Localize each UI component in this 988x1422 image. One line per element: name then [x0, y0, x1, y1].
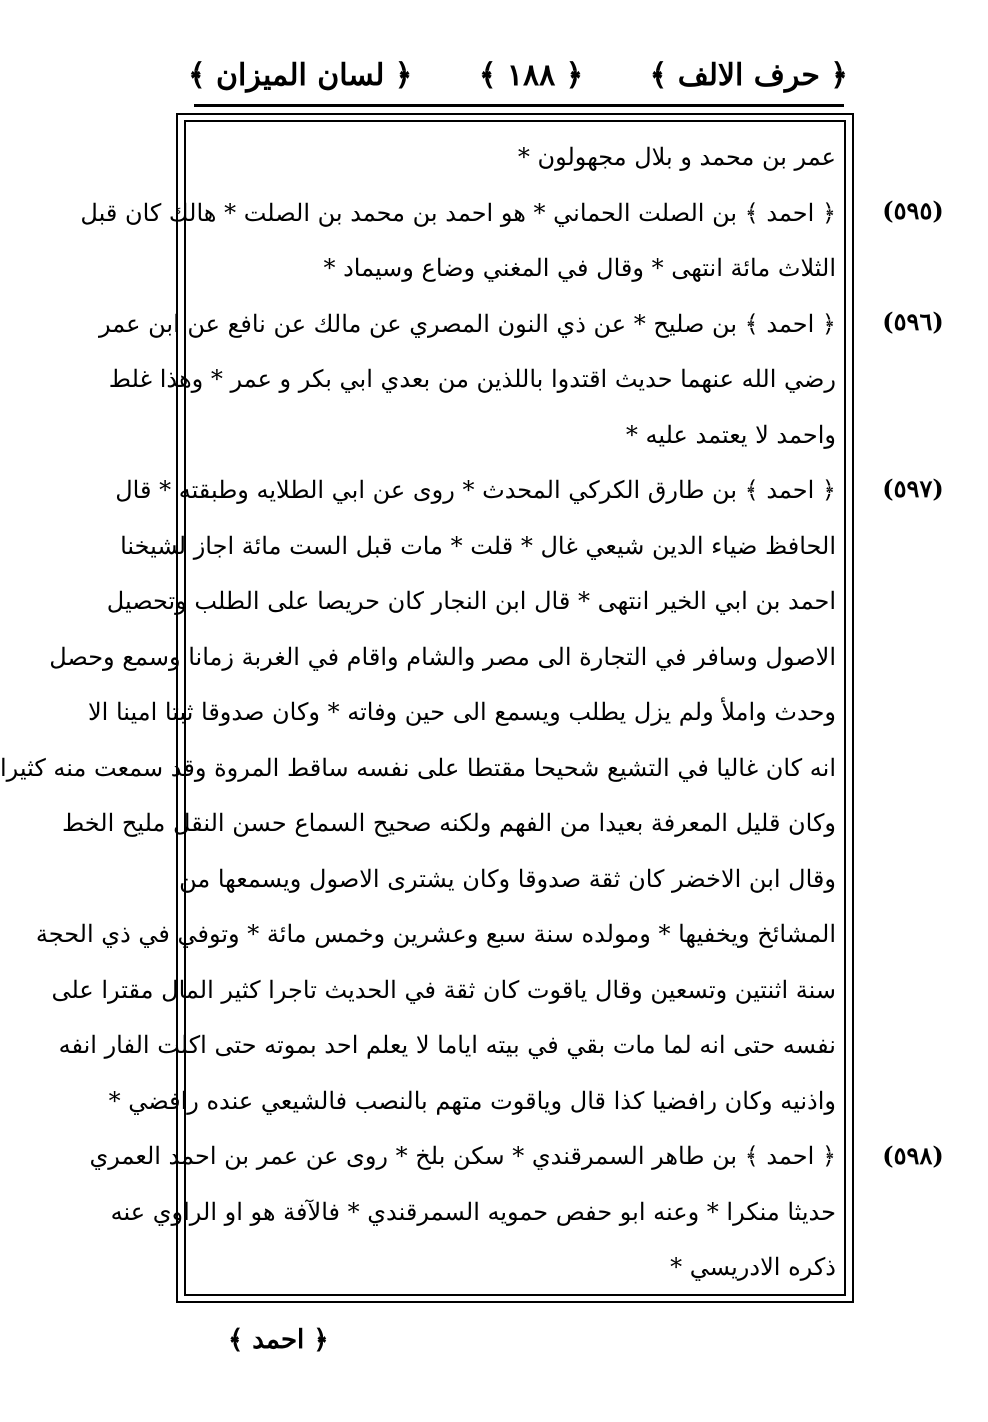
text-line: واحمد لا يعتمد عليه * [625, 420, 836, 449]
text-line: ﴿ احمد ﴾ بن صليح * عن ذي النون المصري عن مالك عن نافع عن ابن عمر [99, 309, 836, 338]
header-rule [194, 104, 844, 107]
text-line: ﴿ احمد ﴾ بن طاهر السمرقندي * سكن بلخ * روى عن عمر بن احمد العمري [89, 1142, 836, 1170]
text-line: وكان قليل المعرفة بعيدا من الفهم ولكنه صحيح السماع حسن النقل مليح الخط [61, 809, 836, 837]
entry-number: (٥٩٧) [882, 474, 944, 503]
entry-number: (٥٩٥) [882, 196, 944, 225]
text-block [0, 130, 836, 1296]
text-line: وحدث واملأ ولم يزل يطلب ويسمع الى حين وفاته * وكان صدوقا ثبتا امينا الا [87, 698, 836, 726]
catchword: ﴿ احمد ﴾ [228, 1325, 329, 1355]
section-heading: ﴿ حرف الالف ﴾ [649, 57, 848, 93]
text-line: احمد بن ابي الخير انتهى * قال ابن النجار كان حريصا على الطلب وتحصيل [106, 587, 836, 615]
text-line: عمر بن محمد و بلال مجهولون * [517, 143, 836, 171]
text-line: سنة اثنتين وتسعين وقال ياقوت كان ثقة في الحديث تاجرا كثير المال مقترا على [51, 975, 836, 1004]
text-line: واذنيه وكان رافضيا كذا قال وياقوت متهم بالنصب فالشيعي عنده رافضي * [108, 1086, 836, 1115]
text-line: الثلاث مائة انتهى * وقال في المغني وضاع وسيماد * [323, 254, 836, 282]
text-line: انه كان غاليا في التشيع شحيحا مقتطا على نفسه ساقط المروة وقد سمعت منه كثيرا [0, 753, 836, 782]
running-header [188, 50, 848, 100]
text-line: حديثا منكرا * وعنه ابو حفص حمويه السمرقندي * فالآفة هو او الراوي عنه [110, 1197, 836, 1226]
page-number: ﴿ ١٨٨ ﴾ [478, 57, 584, 93]
text-line: ﴿ احمد ﴾ بن الصلت الحماني * هو احمد بن محمد بن الصلت * هالك كان قبل [80, 198, 836, 227]
book-title: ﴿ لسان الميزان ﴾ [188, 57, 413, 93]
text-line: ﴿ احمد ﴾ بن طارق الكركي المحدث * روى عن ابي الطلايه وطبقته * قال [115, 476, 836, 504]
text-line: نفسه حتى انه لما مات بقي في بيته اياما لا يعلم احد بموته حتى اكلت الفار انفه [58, 1031, 836, 1059]
entry-number: (٥٩٦) [882, 307, 944, 336]
text-line: ذكره الادريسي * [670, 1253, 836, 1281]
text-line: رضي الله عنهما حديث اقتدوا باللذين من بعدي ابي بكر و عمر * وهذا غلط [108, 365, 836, 393]
text-line: المشائخ ويخفيها * ومولده سنة سبع وعشرين وخمس مائة * وتوفي في ذي الحجة [35, 920, 836, 948]
entry-number: (٥٩٨) [882, 1141, 944, 1170]
text-line: الحافظ ضياء الدين شيعي غال * قلت * مات قبل الست مائة اجاز لشيخنا [120, 531, 836, 560]
text-line: الاصول وسافر في التجارة الى مصر والشام واقام في الغربة زمانا وسمع وحصل [49, 642, 836, 671]
text-line: وقال ابن الاخضر كان ثقة صدوقا وكان يشترى الاصول ويسمعها من [179, 864, 836, 893]
